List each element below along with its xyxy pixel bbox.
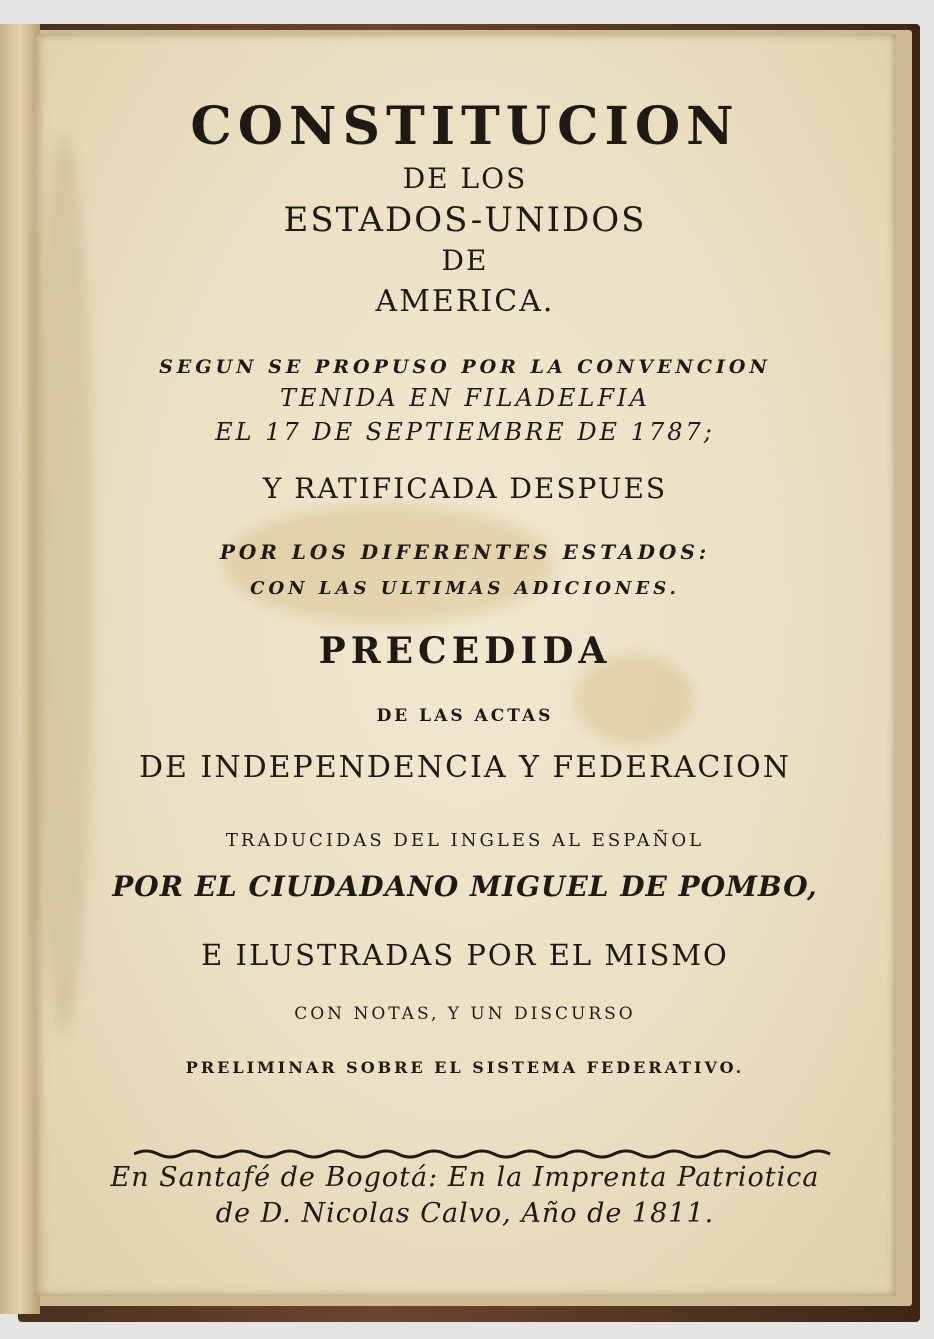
title-line-america: AMERICA. — [375, 284, 555, 319]
line-preliminar: PRELIMINAR SOBRE EL SISTEMA FEDERATIVO. — [185, 1058, 745, 1077]
title-line-de: DE — [441, 244, 489, 277]
heading-precedida: PRECEDIDA — [318, 630, 612, 672]
line-traducidas: TRADUCIDAS DEL INGLES AL ESPAÑOL — [225, 830, 705, 851]
ornamental-rule — [134, 1146, 834, 1162]
subtitle-line-adiciones: CON LAS ULTIMAS ADICIONES. — [250, 578, 680, 599]
line-ilustradas: E ILUSTRADAS POR EL MISMO — [201, 938, 729, 972]
subtitle-line-estados: POR LOS DIFERENTES ESTADOS: — [219, 540, 711, 564]
line-con-notas: CON NOTAS, Y UN DISCURSO — [294, 1004, 636, 1024]
line-de-las-actas: DE LAS ACTAS — [376, 706, 554, 726]
book-title: CONSTITUCION — [190, 96, 740, 157]
subtitle-line-segun: SEGUN SE PROPUSO POR LA CONVENCION — [159, 356, 771, 378]
title-page — [34, 34, 896, 1296]
subtitle-line-filadelfia: TENIDA EN FILADELFIA — [280, 384, 650, 412]
line-translator: POR EL CIUDADANO MIGUEL DE POMBO, — [112, 870, 818, 903]
foxing-stain — [224, 504, 554, 624]
subtitle-line-ratificada: Y RATIFICADA DESPUES — [262, 472, 668, 505]
title-line-de-los: DE LOS — [402, 162, 528, 195]
title-line-estados-unidos: ESTADOS-UNIDOS — [283, 200, 647, 240]
imprint-line-2: de D. Nicolas Calvo, Año de 1811. — [215, 1198, 715, 1229]
imprint-line-1: En Santafé de Bogotá: En la Imprenta Patriotica — [110, 1162, 820, 1193]
subtitle-line-date: EL 17 DE SEPTIEMBRE DE 1787; — [215, 418, 715, 446]
line-independencia: DE INDEPENDENCIA Y FEDERACION — [139, 750, 791, 785]
